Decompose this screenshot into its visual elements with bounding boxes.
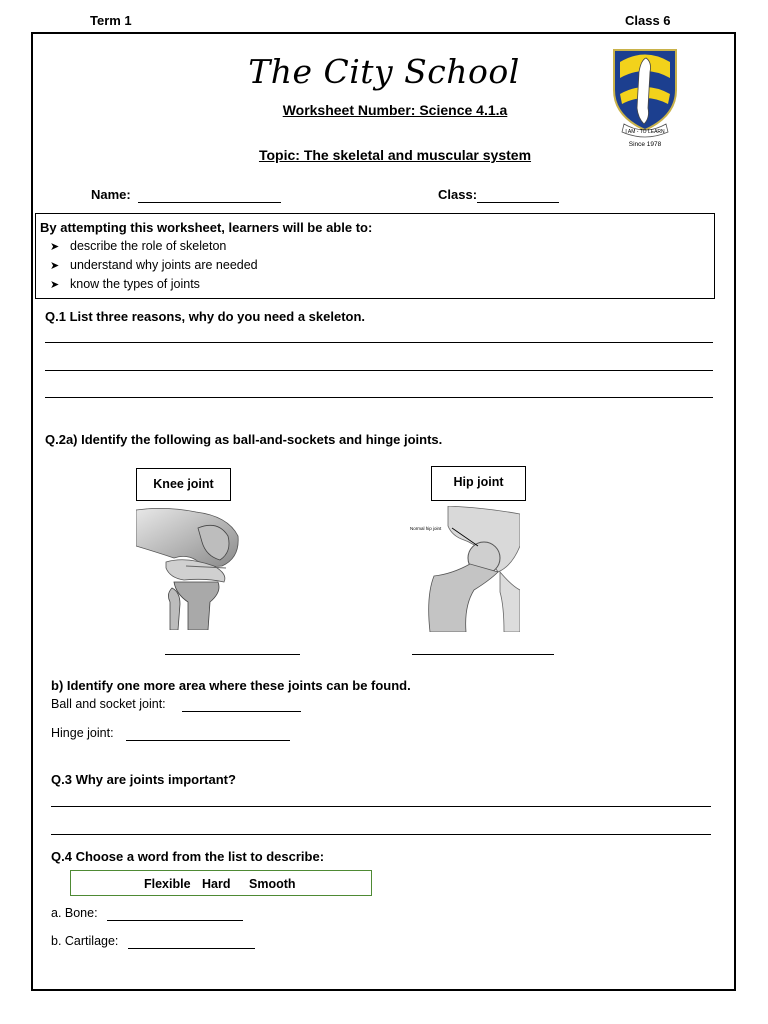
word-flexible: Flexible xyxy=(144,877,191,891)
ball-socket-label: Ball and socket joint: xyxy=(51,697,166,711)
class-header-label: Class 6 xyxy=(625,13,671,28)
objectives-intro: By attempting this worksheet, learners will be able to: xyxy=(40,220,373,235)
femur-bone xyxy=(429,564,498,632)
q3-answer-line[interactable] xyxy=(51,834,711,835)
cartilage-field[interactable] xyxy=(128,948,255,949)
objective-item: ➤ understand why joints are needed xyxy=(50,258,258,272)
logo-since: Since 1978 xyxy=(628,141,662,148)
hip-joint-label: Hip joint xyxy=(431,466,526,501)
q1-text: Q.1 List three reasons, why do you need a skeleton. xyxy=(45,309,366,324)
pubis-bone xyxy=(500,572,520,632)
hip-annotation: Normal hip joint xyxy=(410,526,442,531)
word-smooth: Smooth xyxy=(249,877,296,891)
bone-label: a. Bone: xyxy=(51,906,98,920)
class-label: Class: xyxy=(438,187,478,202)
hinge-field[interactable] xyxy=(126,740,290,741)
arrow-bullet-icon: ➤ xyxy=(50,241,60,253)
knee-joint-image xyxy=(136,506,240,630)
worksheet-topic: Topic: The skeletal and muscular system xyxy=(258,147,532,163)
class-field[interactable] xyxy=(477,202,559,203)
tibia-bone xyxy=(174,582,219,630)
objective-item: ➤ describe the role of skeleton xyxy=(50,239,227,253)
school-title: The City School xyxy=(248,52,520,91)
school-logo xyxy=(606,42,684,148)
arrow-bullet-icon: ➤ xyxy=(50,260,60,272)
logo-motto: I AM - TO LEARN xyxy=(625,129,665,135)
q3-answer-line[interactable] xyxy=(51,806,711,807)
worksheet-number: Worksheet Number: Science 4.1.a xyxy=(282,102,508,118)
arrow-bullet-icon: ➤ xyxy=(50,279,60,291)
hinge-label: Hinge joint: xyxy=(51,726,114,740)
hip-answer-line[interactable] xyxy=(412,654,554,655)
q4-text: Q.4 Choose a word from the list to describe: xyxy=(51,849,325,864)
knee-answer-line[interactable] xyxy=(165,654,300,655)
q2b-text: b) Identify one more area where these joints can be found. xyxy=(51,678,411,693)
q2-text: Q.2a) Identify the following as ball-and-sockets and hinge joints. xyxy=(45,432,443,447)
word-list-box xyxy=(70,870,372,896)
fibula-bone xyxy=(168,588,180,630)
name-label: Name: xyxy=(91,187,131,202)
q1-answer-line[interactable] xyxy=(45,342,713,343)
knee-joint-label: Knee joint xyxy=(136,468,231,501)
hip-joint-image xyxy=(408,506,520,632)
bone-field[interactable] xyxy=(107,920,243,921)
ball-socket-field[interactable] xyxy=(182,711,301,712)
objective-item: ➤ know the types of joints xyxy=(50,277,200,291)
cartilage-label: b. Cartilage: xyxy=(51,934,119,948)
q1-answer-line[interactable] xyxy=(45,370,713,371)
term-label: Term 1 xyxy=(90,13,132,28)
q1-answer-line[interactable] xyxy=(45,397,713,398)
word-hard: Hard xyxy=(202,877,231,891)
name-field[interactable] xyxy=(138,202,281,203)
q3-text: Q.3 Why are joints important? xyxy=(51,772,236,787)
